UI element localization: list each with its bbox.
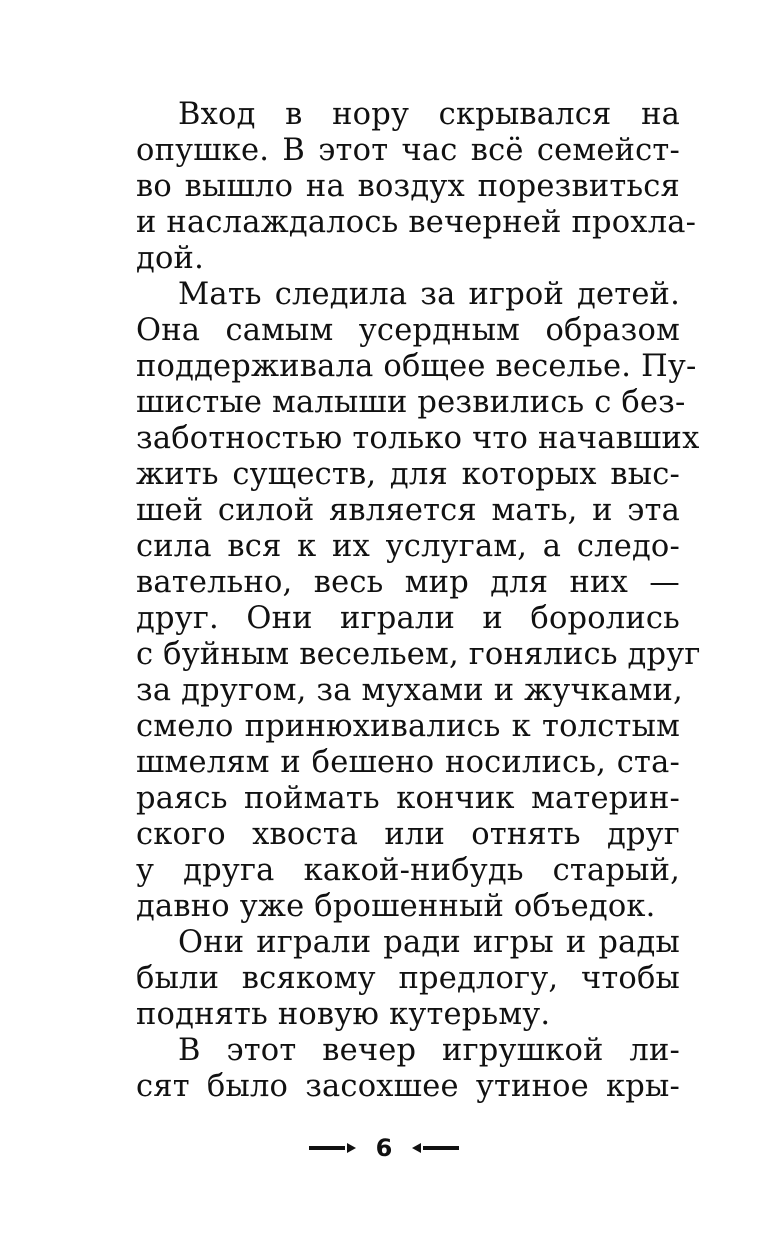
text-line: жить существ, для которых выс-	[136, 457, 680, 492]
text-line: друг. Они играли и боролись	[136, 601, 680, 636]
text-line: Они играли ради игры и рады	[178, 925, 680, 960]
text-line: сят было засохшее утиное кры-	[136, 1069, 680, 1104]
text-line: ского хвоста или отнять друг	[136, 817, 680, 852]
text-line: были всякому предлогу, чтобы	[136, 961, 680, 996]
text-line: шмелям и бешено носились, ста-	[136, 745, 680, 780]
text-line: опушке. В этот час всё семейст-	[136, 133, 680, 168]
text-line: шей силой является мать, и эта	[136, 493, 680, 528]
page-number: 6	[375, 1134, 393, 1162]
text-line: с буйным весельем, гонялись друг	[136, 637, 701, 672]
text-line: во вышло на воздух порезвиться	[136, 169, 680, 204]
text-line: вательно, весь мир для них —	[136, 565, 680, 600]
text-line: дой.	[136, 241, 204, 276]
text-line: за другом, за мухами и жучками,	[136, 673, 683, 708]
text-line: сила вся к их услугам, а следо-	[136, 529, 680, 564]
text-line: давно уже брошенный объедок.	[136, 889, 656, 924]
text-line: Она самым усердным образом	[136, 313, 680, 348]
text-line: шистые малыши резвились с без-	[136, 385, 686, 420]
text-line: поднять новую кутерьму.	[136, 997, 551, 1032]
text-line: и наслаждалось вечерней прохла-	[136, 205, 697, 240]
text-line: В этот вечер игрушкой ли-	[178, 1033, 680, 1068]
text-line: заботностью только что начавших	[136, 421, 700, 456]
left-ornament-icon	[309, 1143, 356, 1153]
text-line: раясь поймать кончик материн-	[136, 781, 680, 816]
text-line: Вход в нору скрывался на	[178, 97, 680, 132]
page-footer	[0, 1133, 768, 1163]
text-line: смело принюхивались к толстым	[136, 709, 680, 744]
text-line: Мать следила за игрой детей.	[178, 277, 680, 312]
body-text	[136, 97, 701, 1105]
text-line: у друга какой-нибудь старый,	[136, 853, 680, 888]
text-line: поддерживала общее веселье. Пу-	[136, 349, 697, 384]
right-ornament-icon	[412, 1143, 459, 1153]
